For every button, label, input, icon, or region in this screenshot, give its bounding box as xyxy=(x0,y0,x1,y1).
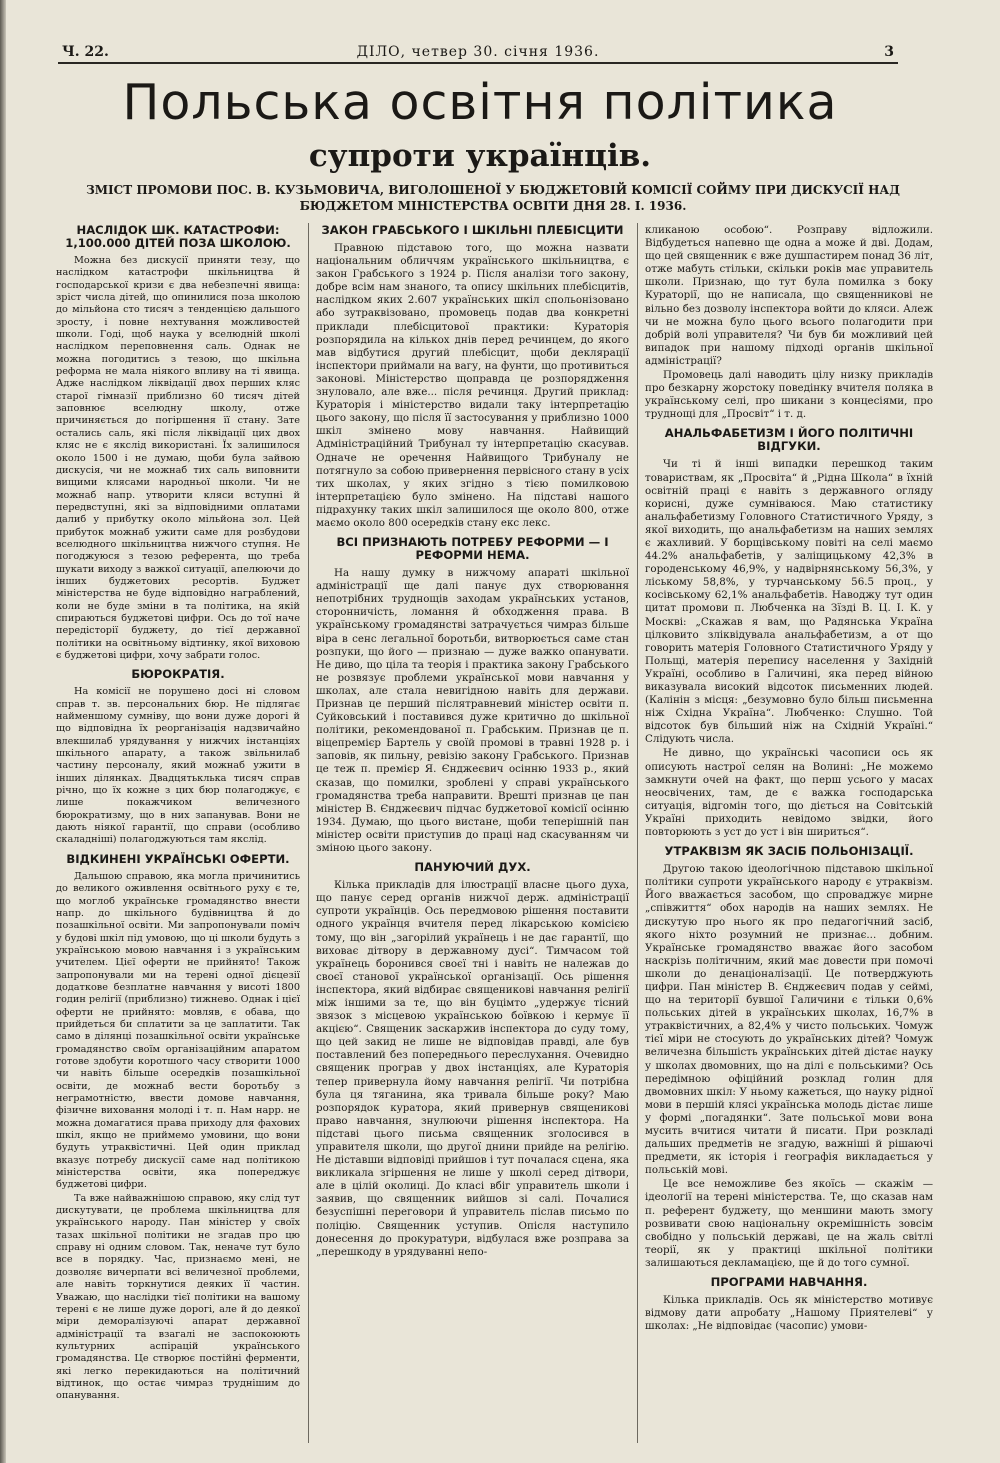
newspaper-dateline: ДІЛО, четвер 30. січня 1936. xyxy=(356,44,600,60)
issue-number: Ч. 22. xyxy=(62,44,109,60)
column-rule xyxy=(308,223,309,1443)
page-number: 3 xyxy=(884,44,894,60)
column-3 xyxy=(645,224,933,1334)
column-rule xyxy=(637,223,638,1443)
paragraph: Промовець далі наводить цілу низку прикладів про безкарну жорстоку поведінку вчителя поляка в українському селі, про шикани з концесіями, про труднощі для „Просвіт“ і т. д. xyxy=(645,369,933,421)
column-2 xyxy=(316,224,629,1260)
paragraph: Кілька прикладів. Ось як міністерство мотивує відмову дати апробату „Нашому Приятелеві“ у школах: „Не відповідає (часопис) умови- xyxy=(645,1294,933,1333)
section-heading: ВІДКИНЕНІ УКРАЇНСЬКІ ОФЕРТИ. xyxy=(66,851,290,866)
paragraph: кликаною особою“. Розправу відложили. Відбудеться напевно ще одна а може й дві. Додам, що цей священник є вже душпастирем понад 36 літ, отже мабуть стільки, скільки років має управитель школи. Признаю, що тут була помилка з боку Кураторії, що не написала, що священникові не вільно без дозволу інспектора войти до кляси. Алеж чи не можна було цього всього полагодити при добрій волі управителя? Чи був би можливий цей випадок при нашому підході органів шкільної адміністрації? xyxy=(645,224,933,367)
paragraph: Дальшою справою, яка могла причинитись до великого оживлення освітнього руху є те, що моглоб українське громадянство внести напр. до шкільного будівництва й до позашкільної освіти. Ми запропонували поміч у будові шкіл під умовою, що ці школи будуть з українською мовою навчання і з українським учителем. Цієї оферти не прийнято! Також запропонували ми на терені одної дієцезії додаткове безплатне навчання у висоті 1800 годин релігії (приблизно) тижнево. Однак і цієї оферти не прийнято: мовляв, є обава, що прийдеться би сплатити за це заплатити. Так само в ділянці позашкільної освіти українське громадянство своїм організаційним апаратом готове здобути коротшого часу створити 1000 чи навіть більше осередків позашкільної освіти, де можнаб вести боротьбу з неграмотністю, ввести домове навчання, фізичне виховання молоді і т. п. Нам нарр. не можна домагатися права приходу для фахових шкіл, якщо не приймемо умовини, що вони будуть утраквістичні. Цей один приклад вказує потребу дискусії саме над політикою міністерства освіти, яка попереджує буджетові цифри. xyxy=(56,870,300,1191)
article-subtitle: супроти українців. xyxy=(308,138,652,174)
paragraph: На комісії не порушено досі ні словом справ т. зв. персональних бюр. Не підлягає найменшому сумніву, що вони дуже дорогі й що відповідна їх реорганізація надзвичайно влекшилаб урядування у нижчих інстанціях шкільного апарату, а також звільнилаб частину персоналу, який можнаб ужити в інших ділянках. Двадцятьклька тисяч справ річно, що їх кожне з цих бюр полагоджує, є лише покажчиком величезного бюрократизму, що в них запанував. Вони не дають ніякої гарантії, що справи (особливо скаладніші) полагоджуються там якслід. xyxy=(56,686,300,846)
page-header xyxy=(62,42,894,62)
paragraph: На нашу думку в нижчому апараті шкільної адміністрації ще далі панує дух створювання непотрібних труднощів заходам українських установ, сторонничість, ломання й обходження права. В українському громадянстві затрачується чимраз більше віра в сенс легальної боротьби, витворюється саме стан розпуки, що його — признаю — дуже важко опанувати. Не диво, що ціла та теорія і практика закону Грабського не розвязує проблеми української мови навчання у школах, але стала невигідною навіть для держави. Признав це перший післятравневий міністер освіти п. Суйковський і поставився дуже критично до шкільної політики, рекомендованої п. Грабським. Признав це п. віцепремієр Бартель у своїй промові в травні 1928 р. і заповів, як пильну, ревізію закону Грабського. Признав це теж п. премієр Я. Єнджеєвич осінню 1933 р., який сказав, що помилки, зроблені у справі українського громадянства треба направити. Врешті признав це пан міністер В. Єнджеєвич підчас буджетової комісії осінню 1934. Думаю, що цього вистане, щоби теперішній пан міністер освіти приступив до праці над скасуванням чи зміною цього закону. xyxy=(316,567,629,855)
section-heading: ЗАКОН ГРАБСЬКОГО І ШКІЛЬНІ ПЛЕБІСЦИТИ xyxy=(321,223,624,237)
paragraph: Не дивно, що українські часописи ось як описують настрої селян на Волині: „Не можемо замкнути очей на факт, що перш усього у масах неосвічених, там, де є важка господарська ситуація, відгомін того, що діється на Совітській Україні приходить невідомо звідки, його повторюють з уст до уст і він шириться“. xyxy=(645,747,933,839)
header-rule xyxy=(58,62,898,64)
section-heading: ВСІ ПРИЗНАЮТЬ ПОТРЕБУ РЕФОРМИ — І РЕФОРМИ НЕМА. xyxy=(336,535,609,563)
paragraph: Правною підставою того, що можна назвати національним обличчям українського шкільництва, є закон Грабського з 1924 р. Після аналізи того закону, добре всім нам знаного, та опису шкільних плебісцитів, наслідком яких 2.607 українських шкіл спольонізовано або зутраквізовано, промовець подав два конкретні приклади плебісцитової практики: Кураторія розпорядила на кількох днів перед речинцем, до якого мав відбутися другий плебісцит, щоби деклярації інспектори приймали на вагу, на фунти, що противиться законові. Міністерство щоправда це розпорядження знуловало, але вже... після речинця. Другий приклад: Кураторія і міністерство видали таку інтерпретацію цього закону, що після її застосування у приблизно 1000 шкіл змінено мову навчання. Найвищий Адміністраційний Трибунал ту інтерпретацію скасував. Одначе не оречення Найвищого Трибуналу не потягнуло за собою привернення первісного стану в усіх тих школах, у яких згідно з тією помилковою інтерпретацією було змінено. На підставі нашого підрахунку таких шкіл залишилося ще около 800, отже маємо около 800 осередків стану екс лекс. xyxy=(316,242,629,529)
section-heading: ПРОГРАМИ НАВЧАННЯ. xyxy=(710,1275,868,1290)
section-heading: УТРАКВІЗМ ЯК ЗАСІБ ПОЛЬОНІЗАЦІЇ. xyxy=(664,844,914,859)
column-1 xyxy=(56,224,300,1404)
scan-edge xyxy=(0,0,6,1463)
section-heading: НАСЛІДОК ШК. КАТАСТРОФИ: 1,100.000 ДІТЕЙ ПОЗА ШКОЛОЮ. xyxy=(65,223,291,250)
paragraph: Чи ті й інші випадки перешкод таким товариствам, як „Просвіта“ й „Рідна Школа“ в їхній освітній праці є навіть з державного огляду корисні, дуже сумніваюся. Маю статистику анальфабетизму Головного Статистичного Уряду, з якої виходить, що анальфабетизм на наших землях є жахливий. У борщівському повіті на селі маємо 44.2% анальфабетів, у заліщицькому 42,3% в городенському 46,9%, у надвірнянському 56,3%, у ліському 58,8%, у турчанському 56.5 проц., у косівському 62,1% анальфабетів. Наводжу тут один цитат промови п. Любченка на Зїзді В. Ц. І. К. у Москві: „Скажав я вам, що Радянська Україна цілковито зліквідувала анальфабетизм, а от що говорить матерія Головного Статистичного Уряду у Польщі, матерія перепису населення у Західній Україні, особливо в Галичині, яка перед війною виказувала високий відсоток письменних людей. (Калінін з місця: „безумовно було більш письменна ніж Східна Україна“. Любченко: Слушно. Той відсоток був більший ніж на Східній Україні.“ Слідують числа. xyxy=(645,458,933,746)
article-lead: ЗМІСТ ПРОМОВИ ПОС. В. КУЗЬМОВИЧА, ВИГОЛОШЕНОЇ У БЮДЖЕТОВІЙ КОМІСІЇ СОЙМУ ПРИ ДИСКУСІЇ НАД БЮДЖЕТОМ МІНІСТЕРСТВА ОСВІТИ ДНЯ 28. І. 1936. xyxy=(86,183,900,213)
section-heading: ПАНУЮЧИЙ ДУХ. xyxy=(414,860,531,875)
article-title: Польська освітня політика xyxy=(122,74,838,131)
section-heading: АНАЛЬФАБЕТИЗМ І ЙОГО ПОЛІТИЧНІ ВІДГУКИ. xyxy=(664,426,914,454)
paragraph: Та вже найважнішою справою, яку слід тут дискутувати, це проблема шкільництва для українського народу. Пан міністер у своїх тазах шкільної політики не згадав про цю справу ні одним словом. Так, неначе тут було все в порядку. Час, признаємо мені, не дозволяє вичерпати всі величезної проблеми, але навіть торкнутися деяких її частин. Уважаю, що наслідки тієї політики на вашому терені є не лише дуже дорогі, але й до деякої міри деморалізуючі апарат державної адміністрації та взагалі не заспокоюють культурних аспірацій українського громадянства. Це створює постійні ферменти, які легко перекидаються на політичний відтинок, що остає чимраз труднішим до опанування. xyxy=(56,1192,300,1402)
paragraph: Кілька прикладів для ілюстрації власне цього духа, що панує серед органів нижчої держ. адміністрації супроти українців. Ось передмовою рішення поставити одного українця вчителя перед лікарською комісією тому, що він „загорілий українець і не дає гарантії, що виховає дітвору в державному дусі“. Тимчасом той українець боронився своєї тні і навіть не належав до своєї станової української організації. Ось рішення інспектора, який відбирає священикові навчання релігії між іншими за те, що він буцімто „удержує тісний звязок з місцевою українською боївкою і кермує її акцією“. Священик заскаржив інспектора до суду тому, що цей закид не лише не відповідав правді, але був поставлений без попереднього переслухання. Очевидно священик програв у двох інстанціях, але Кураторія тепер привернула йому навчання релігії. Чи потрібна була ця тяганина, яка тривала більше року? Маю розпорядок куратора, який привернув священикові право навчання, знулюючи рішення інспектора. На підставі цього письма священник зголосився в управителя школи, що другої днини прийде на релігію. Не діставши відповіді прийшов і тут почалася сцена, яка викликала згіршення не лише у школі серед дітвори, але в цілій околиці. До класі вбіг управитель школи і заявив, що священник вийшов зі салі. Почалися безуспішні переговори й управитель післав письмо по поліцію. Священник уступив. Опісля наступило донесення до прокуратури, відбулася вже розправа за „перешкоду в урядуванні непо- xyxy=(316,879,629,1258)
paragraph: Другою такою ідеологічною підставою шкільної політики супроти українського народу є утраквізм. Його вважається засобом, що спроваджує мирне „співжиття“ обох народів на наших землях. Не дискутую про нього як про педагогічний засіб, якого ніхто розумний не признає... добним. Українське громадянство вважає його засобом наскрізь політичним, який має довести при помочі школи до денаціоналізації. Це потверджують цифри. Пан міністер В. Єнджеєвич подав у сеймі, що на території бувшої Галичини є тільки 0,6% польських дітей в українських школах, 16,7% в утраквістичних, а 82,4% у чисто польських. Чомуж тієї міри не стосують до українських дітей? Чомуж величезна більшість українських дітей дістає науку у школах двомовних, що на ділі є польськими? Ось передімною офіційний розклад голин для двомовних шкіл: У ньому кажеться, що науку рідної мови в першій клясі українська молодь дістає лише у формі „погадянки“. Зате польської мови вона мусить вчитися читати й писати. При розкладі дальших предметів не згадую, важніші й рішаючі предмети, як історія і географія викладається у польській мові. xyxy=(645,863,933,1177)
paragraph: Це все неможливе без якоїсь — скажім — ідеології на терені міністерства. Те, що сказав нам п. референт буджету, що меншини мають змогу розвивати свою національну окремішність зовсім свобідно у польській державі, це на жаль світлі теорії, як у практиці шкільної політики залишаються декламацією, ще й до того сумної. xyxy=(645,1178,933,1269)
paragraph: Можна без дискусії приняти тезу, що наслідком катастрофи шкільництва й господарської кризи є два небезпечні явища: зріст числа дітей, що опинилися поза школою до мільйона сто тисяч з тенденцією дальшого зросту, і повне нехтування можливостей школи. Годі, щоб наука у вселюдній школі наслідком переповнення саль. Однак не можна погодитись з тезою, що шкільна реформа не мала ніякого впливу на ті явища. Адже наслідком ліквідації двох перших кляс старої гімназії приблизно 60 тисяч дітей заповнює вселюдну школу, отже причиняється до погіршення її стану. Зате остались саль, які після ліквідації цих двох кляс не є якслід використані. Їх залишилося около 1500 і не думаю, щоби була зайвою дискусія, чи не можнаб тих саль виповнити вищими клясами народньої школи. Чи не можнаб напр. утворити кляси вступні й передвступні, які за відповідними оплатами далиб у прибутку около мільйона зол. Цей прибуток можнаб ужити саме для розбудови вселюдного шкільництва нижчого ступня. Не погоджуюся з тезою референта, що треба шукати виходу з важкої ситуації, апелюючи до інших буджетових ресортів. Буджет міністерства не буде відповідно награблений, коли не буде зміни в та політика, на якій спираються буджетові цифри. Ось до тої наче передісторії буджету, до тієї державної політики на освітньому відтинку, якої виховою є буджетові цифри, хочу забрати голос. xyxy=(56,255,300,661)
section-heading: БЮРОКРАТІЯ. xyxy=(131,667,225,682)
